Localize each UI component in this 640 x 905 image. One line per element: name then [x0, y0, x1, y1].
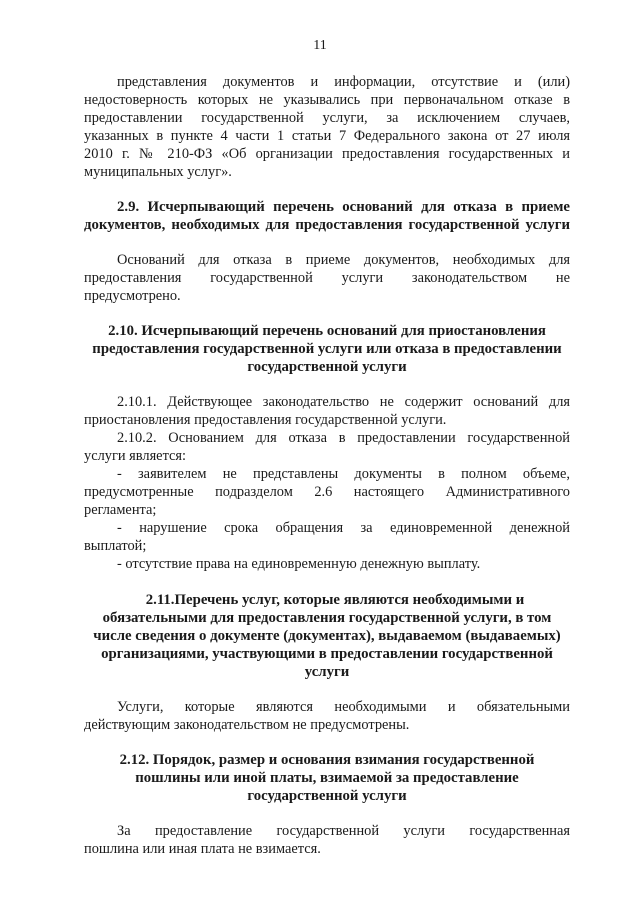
heading-line: числе сведения о документе (документах), выдаваемом (выдаваемых) — [93, 628, 561, 644]
text-line: - заявителем не представлены документы в полном объеме, — [117, 466, 570, 482]
heading-line: пошлины или иной платы, взимаемой за предоставление — [135, 770, 519, 786]
text-line: представления документов и информации, отсутствие и (или) — [117, 74, 570, 90]
heading-line: 2.12. Порядок, размер и основания взимания государственной — [119, 752, 535, 768]
heading-line: предоставления государственной услуги или отказа в предоставлении — [92, 341, 562, 357]
heading-line: 2.11.Перечень услуг, которые являются необходимыми и — [145, 592, 525, 608]
text-line: выплатой; — [84, 538, 147, 554]
page-number: 11 — [313, 38, 327, 53]
text-line: 2010 г. № 210-ФЗ «Об организации предоставления государственных и — [84, 146, 570, 162]
text-line: недостоверность которых не указывались при первоначальном отказе в — [84, 92, 570, 108]
text-line: За предоставление государственной услуги государственная — [117, 823, 570, 839]
text-line: пошлина или иная плата не взимается. — [84, 841, 321, 857]
text-line: - отсутствие права на единовременную денежную выплату. — [117, 556, 481, 572]
heading-line: 2.10. Исчерпывающий перечень оснований для приостановления — [108, 323, 546, 339]
text-line: действующим законодательством не предусмотрены. — [84, 717, 410, 733]
heading-line: организациями, участвующими в предоставлении государственной — [101, 646, 553, 662]
text-line: услуги является: — [84, 448, 187, 464]
text-line: муниципальных услуг». — [84, 164, 232, 180]
text-line: 2.10.2. Основанием для отказа в предоставлении государственной — [117, 430, 570, 446]
heading-line: 2.9. Исчерпывающий перечень оснований для отказа в приеме — [117, 199, 570, 215]
text-line: предоставления государственной услуги законодательством не — [84, 270, 570, 286]
heading-line: обязательными для предоставления государственной услуги, в том — [102, 610, 552, 626]
heading-line: государственной услуги — [247, 359, 407, 375]
text-line: предоставлении государственной услуги, за исключением случаев, — [84, 110, 570, 126]
heading-line: государственной услуги — [247, 788, 407, 804]
text-line: Оснований для отказа в приеме документов, необходимых для — [117, 252, 570, 268]
text-line: 2.10.1. Действующее законодательство не содержит оснований для — [117, 394, 570, 410]
text-line: приостановления предоставления государственной услуги. — [84, 412, 447, 428]
text-line: Услуги, которые являются необходимыми и обязательными — [117, 699, 570, 715]
heading-line: услуги — [304, 664, 350, 680]
text-line: предусмотрено. — [84, 288, 181, 304]
heading-line: документов, необходимых для предоставления государственной услуги — [84, 217, 570, 233]
text-line: - нарушение срока обращения за единовременной денежной — [117, 520, 570, 536]
text-line: регламента; — [84, 502, 157, 518]
text-line: указанных в пункте 4 части 1 статьи 7 Федерального закона от 27 июля — [84, 128, 570, 144]
text-line: предусмотренные подразделом 2.6 настоящего Административного — [84, 484, 570, 500]
